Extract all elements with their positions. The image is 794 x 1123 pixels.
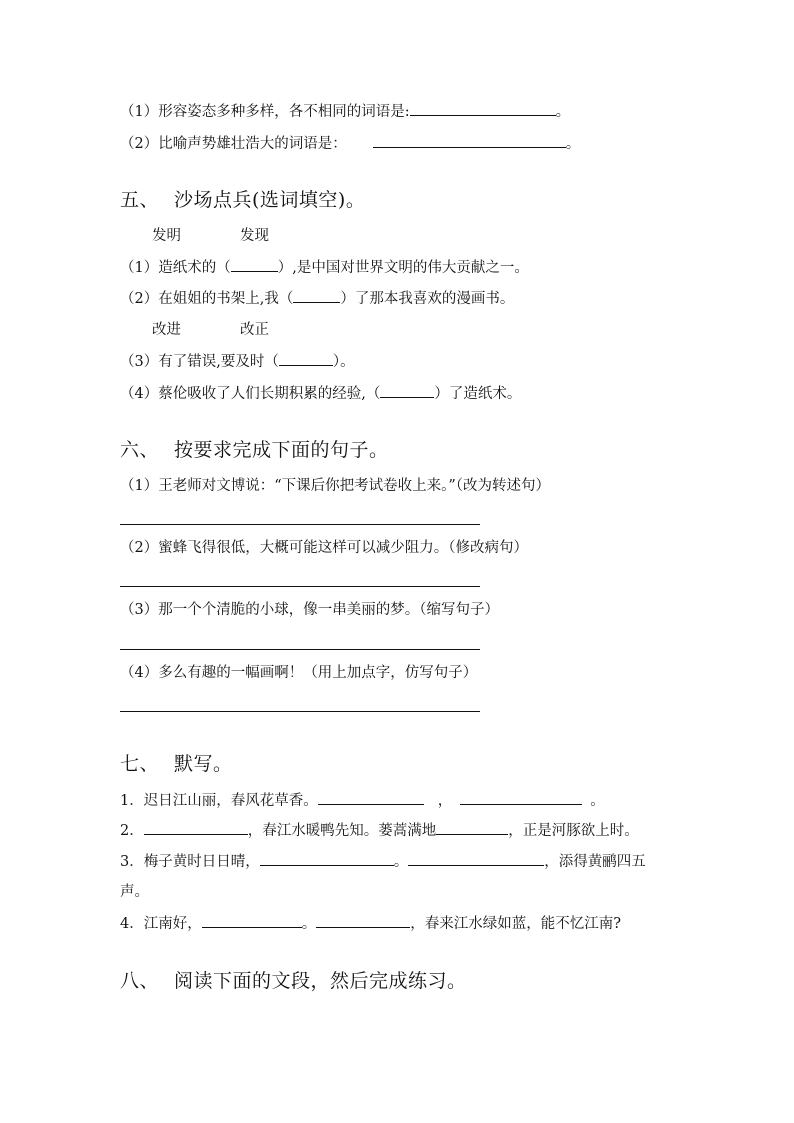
section-6-heading: 六、 按要求完成下面的句子。 — [120, 439, 389, 461]
answer-blank[interactable] — [144, 820, 248, 835]
s7-line-1: 1．迟日江山丽，春风花草香。 ， 。 — [120, 790, 605, 811]
section-5-heading: 五、 沙场点兵(选词填空)。 — [120, 189, 366, 211]
answer-blank[interactable] — [380, 383, 434, 398]
answer-blank[interactable] — [202, 913, 302, 928]
answer-blank[interactable] — [373, 133, 566, 148]
word-option-faming: 发明 — [152, 228, 181, 244]
s6-item-3: （3）那一个个清脆的小球，像一串美丽的梦。（缩写句子） — [120, 602, 499, 618]
s5-item-4: （4）蔡伦吸收了人们长期积累的经验,（ ）了造纸术。 — [120, 383, 521, 404]
answer-blank[interactable] — [460, 790, 582, 805]
word-option-gaizheng: 改正 — [240, 322, 269, 338]
answer-blank[interactable] — [260, 851, 394, 866]
s6-item-2: （2）蜜蜂飞得很低，大概可能这样可以减少阻力。（修改病句） — [120, 540, 528, 556]
answer-line-4[interactable] — [120, 711, 480, 712]
answer-blank[interactable] — [279, 351, 333, 366]
answer-line-3[interactable] — [120, 649, 480, 650]
answer-blank[interactable] — [231, 257, 278, 272]
word-option-gaijin: 改进 — [152, 322, 181, 338]
answer-blank[interactable] — [318, 790, 424, 805]
answer-blank[interactable] — [293, 288, 340, 303]
answer-line-1[interactable] — [120, 524, 480, 525]
s7-line-4: 4．江南好， 。 ，春来江水绿如蓝，能不忆江南? — [120, 913, 621, 934]
s7-line-3-continued: 声。 — [120, 884, 149, 900]
answer-line-2[interactable] — [120, 586, 480, 587]
s5-item-1: （1）造纸术的（ ）,是中国对世界文明的伟大贡献之一。 — [120, 257, 529, 278]
word-option-faxian: 发现 — [240, 228, 269, 244]
s7-line-2: 2． ，春江水暖鸭先知。蒌蒿满地 ，正是河豚欲上时。 — [120, 820, 639, 841]
s6-item-1: （1）王老师对文博说：“下课后你把考试卷收上来。”（改为转述句） — [120, 478, 551, 494]
s4-item-1: （1）形容姿态多种多样，各不相同的词语是: 。 — [120, 101, 570, 122]
s6-item-4: （4）多么有趣的一幅画啊！（用上加点字，仿写句子） — [120, 665, 478, 681]
s4-item-2: （2）比喻声势雄壮浩大的词语是： 。 — [120, 133, 580, 154]
answer-blank[interactable] — [408, 851, 544, 866]
s7-line-3: 3．梅子黄时日日晴， 。 ，添得黄鹂四五 — [120, 851, 646, 872]
answer-blank[interactable] — [436, 820, 508, 835]
s5-item-3: （3）有了错误,要及时（ ）。 — [120, 351, 355, 372]
answer-blank[interactable] — [410, 101, 556, 116]
section-7-heading: 七、 默写。 — [120, 753, 233, 775]
s5-item-2: （2）在姐姐的书架上,我（ ）了那本我喜欢的漫画书。 — [120, 288, 514, 309]
answer-blank[interactable] — [316, 913, 410, 928]
section-8-heading: 八、 阅读下面的文段，然后完成练习。 — [120, 970, 467, 992]
